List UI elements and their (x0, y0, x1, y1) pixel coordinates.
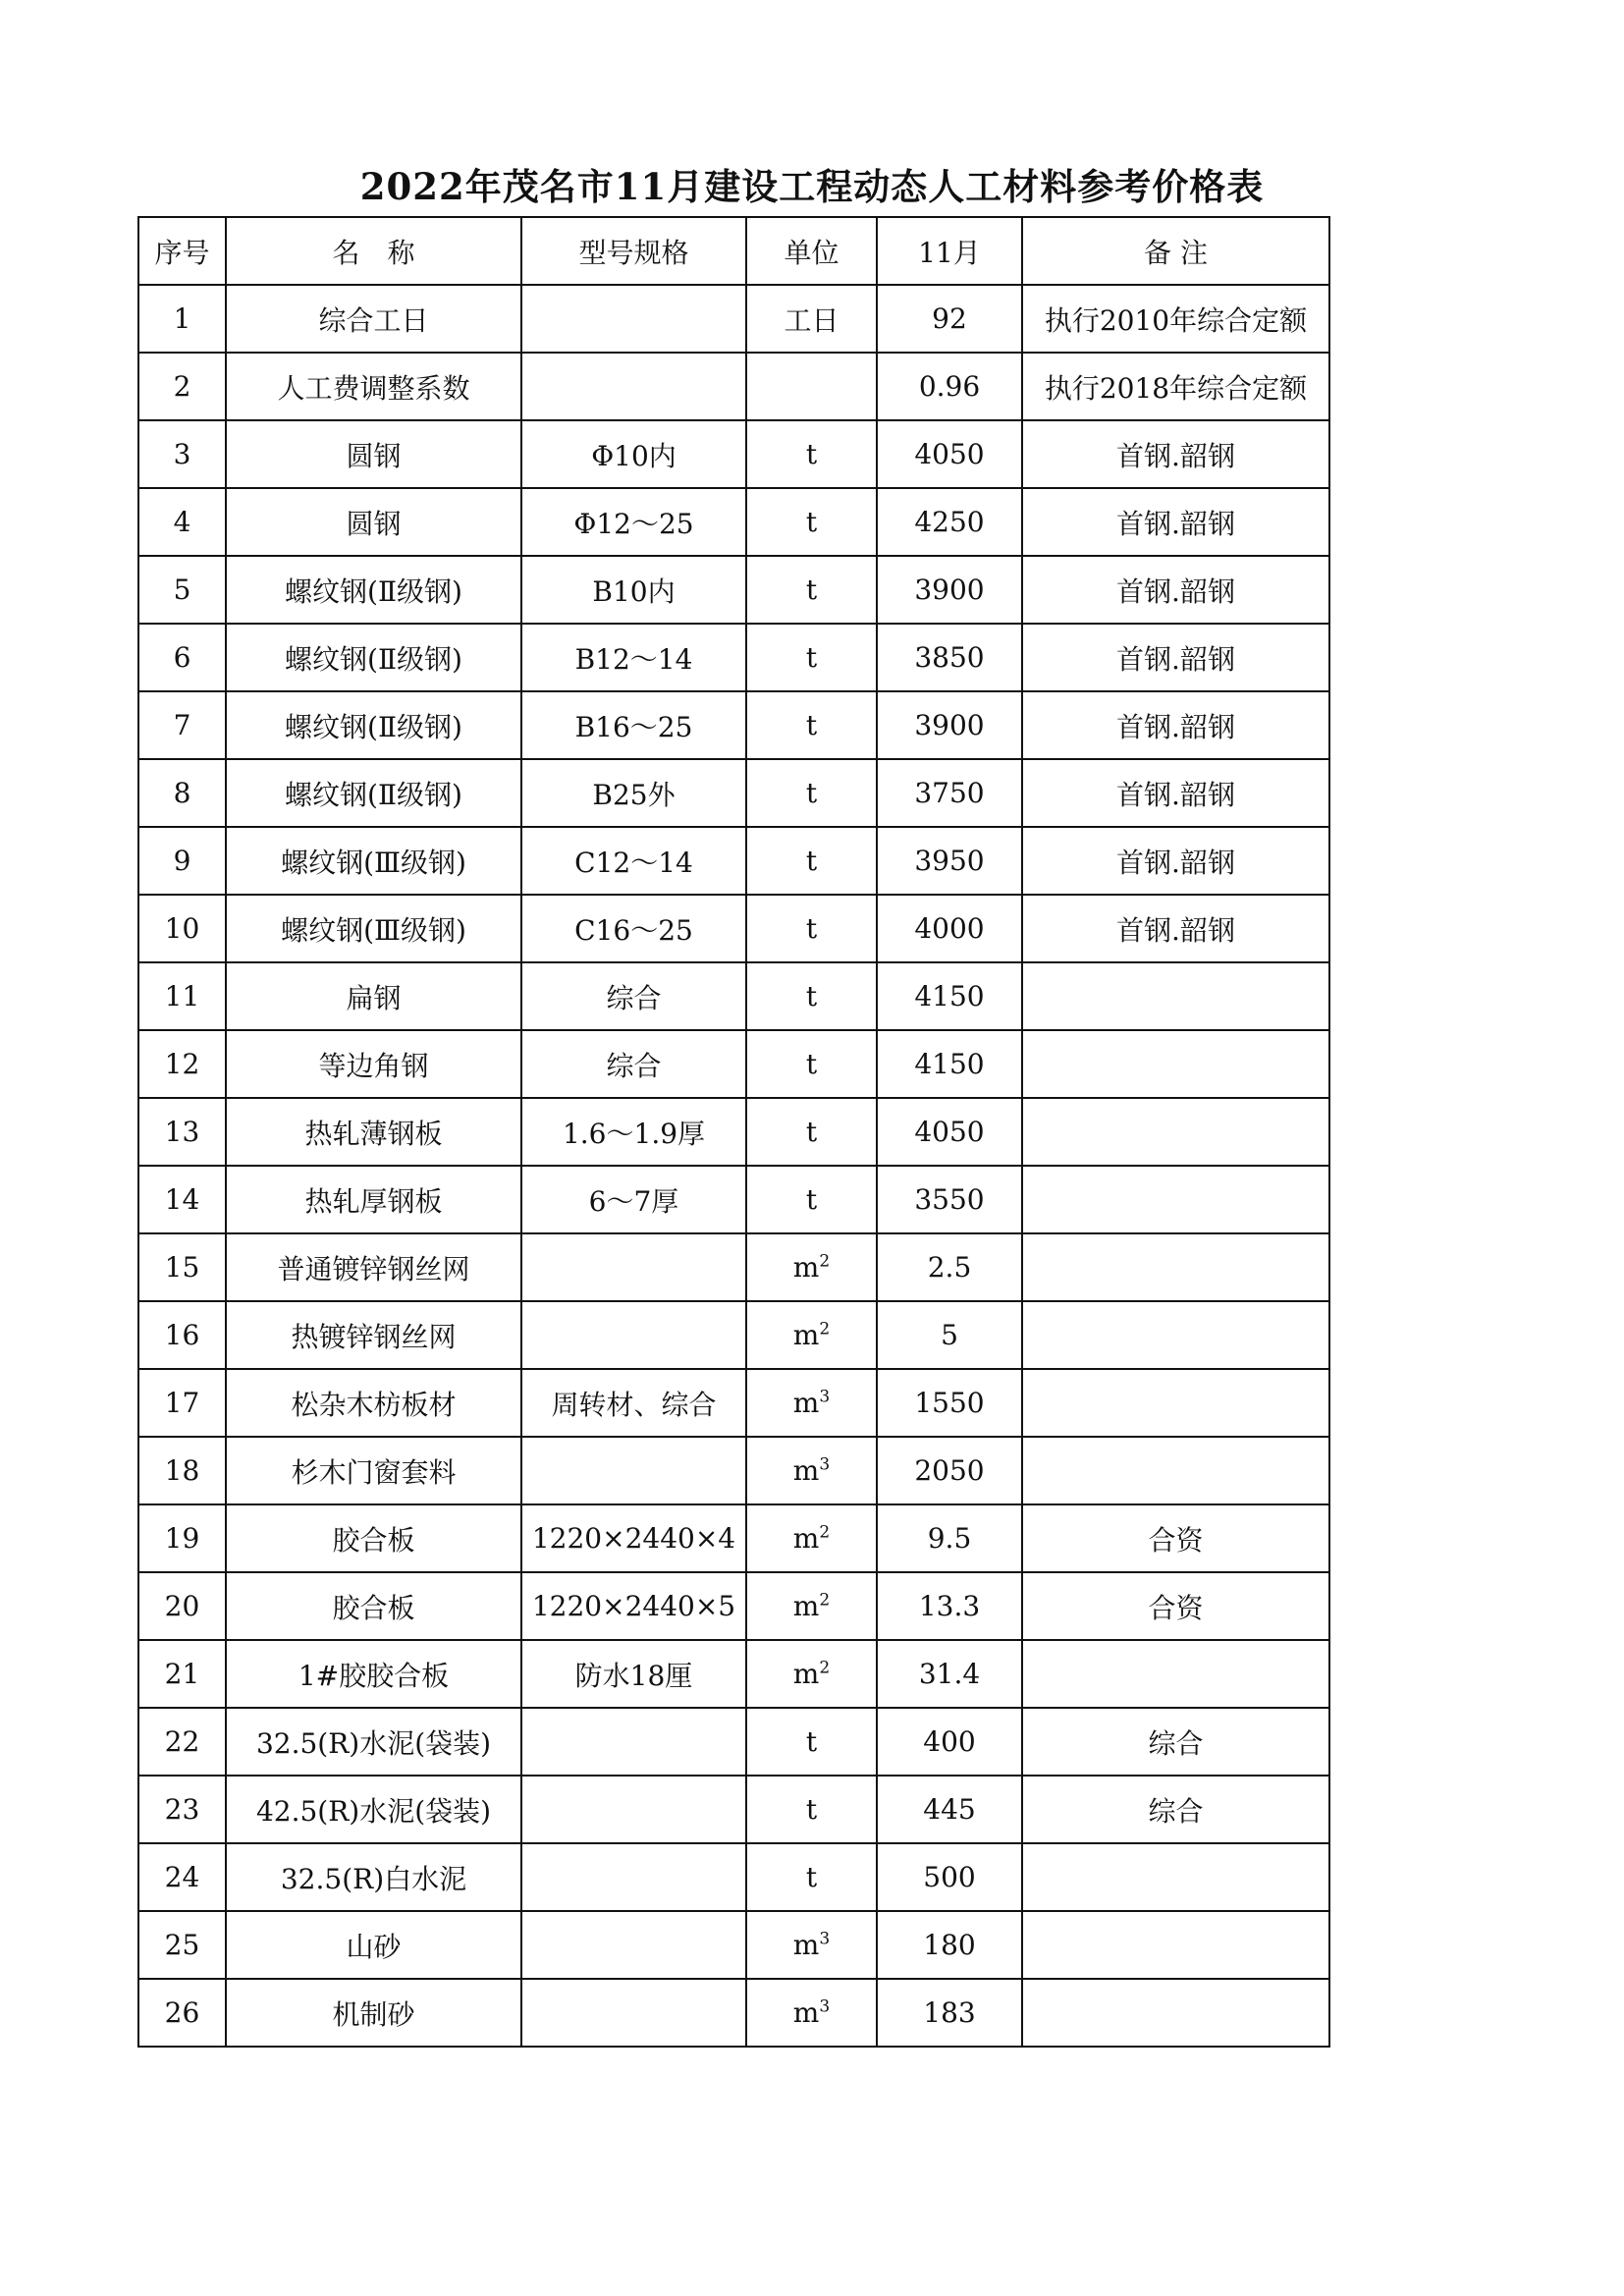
cell-unit (746, 1233, 877, 1301)
cell-price: 4150 (877, 1030, 1022, 1098)
cell-name: 1#胶胶合板 (226, 1640, 521, 1708)
cell-name: 螺纹钢(Ⅱ级钢) (226, 556, 521, 624)
cell-remark (1022, 1166, 1329, 1233)
cell-unit (746, 1911, 877, 1979)
cell-no: 20 (138, 1572, 226, 1640)
unit-text: t (805, 1793, 818, 1826)
cell-spec: 综合 (521, 962, 746, 1030)
cell-remark: 综合 (1022, 1708, 1329, 1776)
cell-spec: 6～7厚 (521, 1166, 746, 1233)
cell-remark: 首钢.韶钢 (1022, 488, 1329, 556)
cell-price: 4250 (877, 488, 1022, 556)
cell-unit (746, 1572, 877, 1640)
header-spec: 型号规格 (521, 217, 746, 285)
cell-name: 热轧厚钢板 (226, 1166, 521, 1233)
cell-remark: 首钢.韶钢 (1022, 827, 1329, 895)
cell-remark (1022, 1911, 1329, 1979)
cell-name: 等边角钢 (226, 1030, 521, 1098)
cell-unit (746, 624, 877, 691)
cell-name: 普通镀锌钢丝网 (226, 1233, 521, 1301)
cell-price: 4150 (877, 962, 1022, 1030)
table-row (138, 1098, 1329, 1166)
cell-spec: 1220×2440×5 (521, 1572, 746, 1640)
table-row (138, 1708, 1329, 1776)
cell-spec (521, 1708, 746, 1776)
header-no: 序号 (138, 217, 226, 285)
cell-name: 松杂木枋板材 (226, 1369, 521, 1437)
table-row (138, 1166, 1329, 1233)
cell-no: 13 (138, 1098, 226, 1166)
cell-remark (1022, 1843, 1329, 1911)
cell-remark (1022, 1098, 1329, 1166)
cell-price: 3550 (877, 1166, 1022, 1233)
cell-price: 2050 (877, 1437, 1022, 1504)
cell-remark: 首钢.韶钢 (1022, 895, 1329, 962)
cell-price: 400 (877, 1708, 1022, 1776)
table-row (138, 1979, 1329, 2047)
table-row (138, 1301, 1329, 1369)
table-row (138, 353, 1329, 420)
price-table (137, 216, 1330, 2048)
cell-remark: 执行2018年综合定额 (1022, 353, 1329, 420)
cell-unit (746, 285, 877, 353)
cell-no: 23 (138, 1776, 226, 1843)
cell-name: 螺纹钢(Ⅱ级钢) (226, 759, 521, 827)
cell-no: 22 (138, 1708, 226, 1776)
cell-price: 3950 (877, 827, 1022, 895)
unit-text: m (792, 1319, 820, 1351)
cell-name: 螺纹钢(Ⅲ级钢) (226, 827, 521, 895)
cell-spec (521, 1979, 746, 2047)
cell-spec (521, 1301, 746, 1369)
table-row (138, 1437, 1329, 1504)
cell-name: 圆钢 (226, 420, 521, 488)
cell-price: 1550 (877, 1369, 1022, 1437)
cell-unit (746, 420, 877, 488)
cell-name: 热轧薄钢板 (226, 1098, 521, 1166)
unit-text: t (805, 845, 818, 877)
cell-spec: 综合 (521, 1030, 746, 1098)
table-row (138, 488, 1329, 556)
unit-text: m (792, 1522, 820, 1555)
cell-spec: 防水18厘 (521, 1640, 746, 1708)
cell-price: 5 (877, 1301, 1022, 1369)
cell-price: 92 (877, 285, 1022, 353)
cell-name: 螺纹钢(Ⅱ级钢) (226, 691, 521, 759)
table-row (138, 1233, 1329, 1301)
cell-remark: 合资 (1022, 1504, 1329, 1572)
cell-unit (746, 1369, 877, 1437)
unit-text: t (805, 777, 818, 809)
cell-unit (746, 1843, 877, 1911)
cell-spec: C12～14 (521, 827, 746, 895)
cell-no: 12 (138, 1030, 226, 1098)
cell-no: 5 (138, 556, 226, 624)
cell-unit (746, 962, 877, 1030)
cell-price: 180 (877, 1911, 1022, 1979)
cell-price: 9.5 (877, 1504, 1022, 1572)
cell-spec: 周转材、综合 (521, 1369, 746, 1437)
unit-text: t (805, 980, 818, 1012)
cell-no: 14 (138, 1166, 226, 1233)
cell-name: 热镀锌钢丝网 (226, 1301, 521, 1369)
table-header-row (138, 217, 1329, 285)
cell-name: 圆钢 (226, 488, 521, 556)
cell-name: 胶合板 (226, 1504, 521, 1572)
unit-exponent: 3 (819, 1454, 831, 1475)
unit-text: m (792, 1251, 820, 1284)
cell-no: 21 (138, 1640, 226, 1708)
cell-name: 螺纹钢(Ⅲ级钢) (226, 895, 521, 962)
cell-unit (746, 1030, 877, 1098)
unit-text: t (805, 438, 818, 470)
cell-name: 螺纹钢(Ⅱ级钢) (226, 624, 521, 691)
cell-remark: 综合 (1022, 1776, 1329, 1843)
unit-exponent: 2 (819, 1522, 831, 1543)
header-price: 11月 (877, 217, 1022, 285)
table-row (138, 1911, 1329, 1979)
cell-remark (1022, 1369, 1329, 1437)
unit-exponent: 3 (819, 1996, 831, 2017)
unit-text: m (792, 1658, 820, 1690)
table-row (138, 1504, 1329, 1572)
cell-spec: B12～14 (521, 624, 746, 691)
cell-price: 0.96 (877, 353, 1022, 420)
cell-price: 3900 (877, 691, 1022, 759)
table-row (138, 556, 1329, 624)
cell-remark (1022, 962, 1329, 1030)
table-row (138, 759, 1329, 827)
table-row (138, 1030, 1329, 1098)
cell-name: 扁钢 (226, 962, 521, 1030)
cell-unit (746, 1504, 877, 1572)
cell-name: 42.5(R)水泥(袋装) (226, 1776, 521, 1843)
cell-price: 500 (877, 1843, 1022, 1911)
cell-no: 6 (138, 624, 226, 691)
unit-text: t (805, 1725, 818, 1758)
table-body (138, 285, 1329, 2047)
cell-price: 31.4 (877, 1640, 1022, 1708)
cell-no: 2 (138, 353, 226, 420)
cell-unit (746, 556, 877, 624)
unit-text: t (805, 1183, 818, 1216)
header-remark: 备 注 (1022, 217, 1329, 285)
cell-spec (521, 1911, 746, 1979)
unit-text: m (792, 1929, 820, 1961)
cell-remark (1022, 1233, 1329, 1301)
cell-unit (746, 759, 877, 827)
cell-remark (1022, 1030, 1329, 1098)
cell-unit (746, 488, 877, 556)
unit-text: t (805, 641, 818, 674)
cell-no: 1 (138, 285, 226, 353)
cell-spec (521, 1233, 746, 1301)
cell-no: 4 (138, 488, 226, 556)
cell-remark: 首钢.韶钢 (1022, 691, 1329, 759)
cell-price: 2.5 (877, 1233, 1022, 1301)
page-title: 2022年茂名市11月建设工程动态人工材料参考价格表 (359, 165, 1265, 208)
cell-unit (746, 1301, 877, 1369)
cell-name: 人工费调整系数 (226, 353, 521, 420)
cell-no: 25 (138, 1911, 226, 1979)
cell-name: 山砂 (226, 1911, 521, 1979)
cell-unit (746, 1776, 877, 1843)
cell-no: 16 (138, 1301, 226, 1369)
cell-unit (746, 827, 877, 895)
table-row (138, 1640, 1329, 1708)
unit-text: t (805, 1048, 818, 1080)
cell-spec: Φ12～25 (521, 488, 746, 556)
table-row (138, 1843, 1329, 1911)
cell-unit (746, 1979, 877, 2047)
cell-unit (746, 353, 877, 420)
cell-price: 183 (877, 1979, 1022, 2047)
unit-text: 工日 (784, 303, 839, 337)
cell-no: 24 (138, 1843, 226, 1911)
cell-unit (746, 1640, 877, 1708)
unit-exponent: 3 (819, 1929, 831, 1949)
cell-spec: B25外 (521, 759, 746, 827)
table-row (138, 1572, 1329, 1640)
unit-exponent: 2 (819, 1658, 831, 1678)
table-row (138, 624, 1329, 691)
cell-spec: 1.6～1.9厚 (521, 1098, 746, 1166)
unit-text: m (792, 1454, 820, 1487)
cell-price: 4000 (877, 895, 1022, 962)
cell-spec: B16～25 (521, 691, 746, 759)
table-row (138, 285, 1329, 353)
unit-exponent: 2 (819, 1251, 831, 1272)
cell-remark: 合资 (1022, 1572, 1329, 1640)
cell-remark: 首钢.韶钢 (1022, 624, 1329, 691)
cell-remark (1022, 1437, 1329, 1504)
table-row (138, 895, 1329, 962)
cell-unit (746, 1166, 877, 1233)
cell-spec (521, 1437, 746, 1504)
unit-exponent: 2 (819, 1319, 831, 1339)
cell-no: 18 (138, 1437, 226, 1504)
unit-text: t (805, 506, 818, 538)
cell-unit (746, 1708, 877, 1776)
table-row (138, 420, 1329, 488)
header-unit: 单位 (746, 217, 877, 285)
unit-text: m (792, 1387, 820, 1419)
cell-unit (746, 1098, 877, 1166)
cell-remark (1022, 1979, 1329, 2047)
cell-price: 445 (877, 1776, 1022, 1843)
cell-no: 15 (138, 1233, 226, 1301)
cell-spec (521, 1843, 746, 1911)
cell-price: 3750 (877, 759, 1022, 827)
table-row (138, 691, 1329, 759)
unit-text: t (805, 574, 818, 606)
table-row (138, 1369, 1329, 1437)
table-row (138, 962, 1329, 1030)
cell-unit (746, 895, 877, 962)
unit-text: t (805, 709, 818, 741)
table-row (138, 827, 1329, 895)
cell-name: 机制砂 (226, 1979, 521, 2047)
unit-text: t (805, 1116, 818, 1148)
cell-spec (521, 285, 746, 353)
unit-text: t (805, 1861, 818, 1893)
cell-spec: Φ10内 (521, 420, 746, 488)
cell-name: 32.5(R)水泥(袋装) (226, 1708, 521, 1776)
cell-no: 26 (138, 1979, 226, 2047)
cell-no: 11 (138, 962, 226, 1030)
cell-spec: 1220×2440×4 (521, 1504, 746, 1572)
cell-no: 17 (138, 1369, 226, 1437)
cell-remark: 首钢.韶钢 (1022, 420, 1329, 488)
unit-text: m (792, 1996, 820, 2029)
unit-text: t (805, 912, 818, 945)
cell-remark (1022, 1640, 1329, 1708)
cell-no: 3 (138, 420, 226, 488)
cell-no: 7 (138, 691, 226, 759)
cell-spec (521, 353, 746, 420)
cell-spec: B10内 (521, 556, 746, 624)
cell-no: 8 (138, 759, 226, 827)
unit-text: m (792, 1590, 820, 1622)
cell-unit (746, 1437, 877, 1504)
cell-price: 4050 (877, 420, 1022, 488)
cell-no: 9 (138, 827, 226, 895)
cell-no: 19 (138, 1504, 226, 1572)
cell-remark: 执行2010年综合定额 (1022, 285, 1329, 353)
cell-unit (746, 691, 877, 759)
cell-name: 杉木门窗套料 (226, 1437, 521, 1504)
cell-remark (1022, 1301, 1329, 1369)
cell-price: 3900 (877, 556, 1022, 624)
cell-name: 32.5(R)白水泥 (226, 1843, 521, 1911)
cell-name: 综合工日 (226, 285, 521, 353)
cell-price: 13.3 (877, 1572, 1022, 1640)
cell-remark: 首钢.韶钢 (1022, 759, 1329, 827)
header-name: 名 称 (226, 217, 521, 285)
cell-remark: 首钢.韶钢 (1022, 556, 1329, 624)
cell-price: 4050 (877, 1098, 1022, 1166)
unit-exponent: 2 (819, 1590, 831, 1611)
table-row (138, 1776, 1329, 1843)
cell-spec: C16～25 (521, 895, 746, 962)
cell-price: 3850 (877, 624, 1022, 691)
cell-spec (521, 1776, 746, 1843)
unit-exponent: 3 (819, 1387, 831, 1407)
cell-no: 10 (138, 895, 226, 962)
cell-name: 胶合板 (226, 1572, 521, 1640)
